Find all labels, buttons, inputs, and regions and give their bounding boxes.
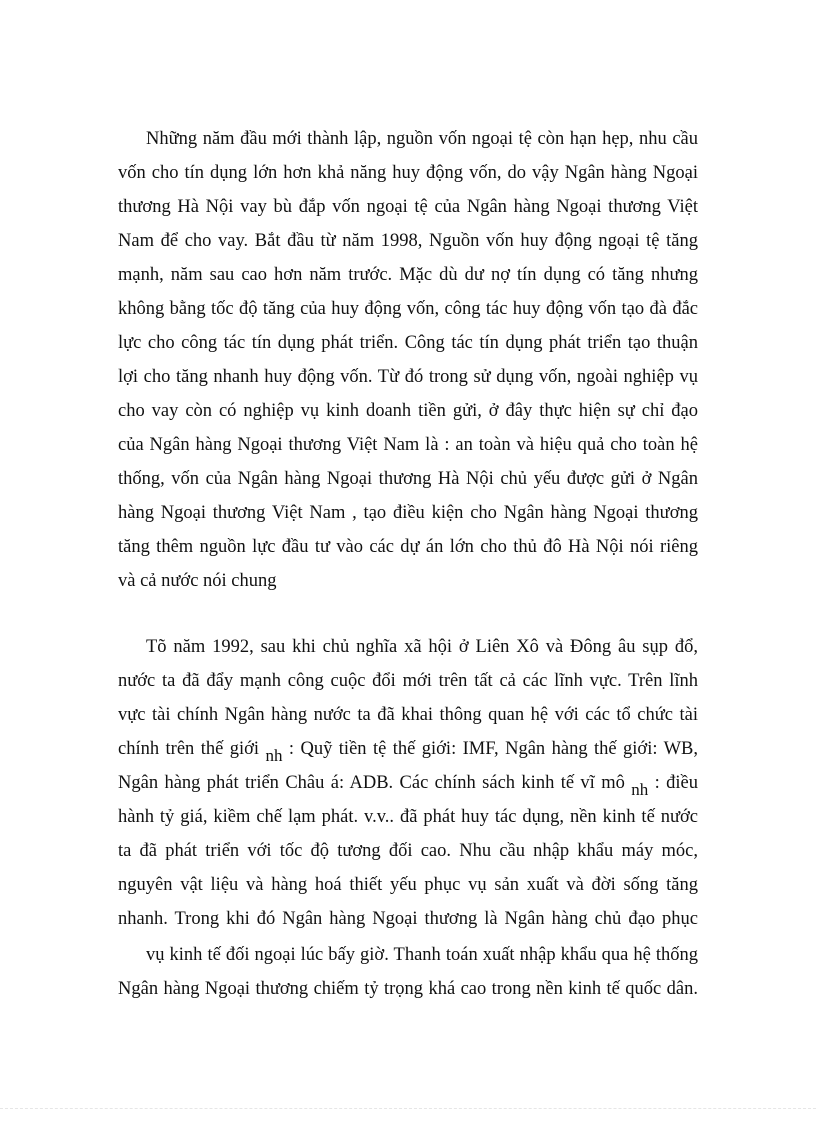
paragraph-2-line-4-end: : Quỹ tiền tệ thế giới: IMF, Ngân hàng thế giới: WB, xyxy=(282,739,698,759)
subscript-nh: nh xyxy=(265,746,283,765)
page-bottom-rule xyxy=(0,1108,816,1109)
paragraph-2-line-7: ta đã phát triển với tốc độ tương đối cao. Nhu cầu nhập khẩu máy móc, xyxy=(118,841,698,861)
paragraph-2-line-2: nước ta đã đẩy mạnh công cuộc đổi mới trên tất cả các lĩnh vực. Trên lĩnh xyxy=(118,671,698,691)
paragraph-2-line-9: nhanh. Trong khi đó Ngân hàng Ngoại thương là Ngân hàng chủ đạo phục xyxy=(118,909,698,929)
subscript-nh: nh xyxy=(631,780,649,799)
paragraph-2-line-11: Ngân hàng Ngoại thương chiếm tỷ trọng khá cao trong nền kinh tế quốc dân. xyxy=(118,979,698,999)
paragraph-2-line-4-start: chính trên thế giới xyxy=(118,739,266,759)
paragraph-1-line-10: của Ngân hàng Ngoại thương Việt Nam là : an toàn và hiệu quả cho toàn hệ xyxy=(118,435,698,455)
paragraph-1-line-9: cho vay còn có nghiệp vụ kinh doanh tiền gửi, ở đây thực hiện sự chỉ đạo xyxy=(118,401,698,421)
paragraph-1-line-5: mạnh, năm sau cao hơn năm trước. Mặc dù dư nợ tín dụng có tăng nhưng xyxy=(118,265,698,285)
paragraph-1-line-8: lợi cho tăng nhanh huy động vốn. Từ đó trong sử dụng vốn, ngoài nghiệp vụ xyxy=(118,367,698,387)
paragraph-1-line-4: Nam để cho vay. Bắt đầu từ năm 1998, Nguồn vốn huy động ngoại tệ tăng xyxy=(118,231,698,251)
paragraph-1-line-14: và cả nước nói chung xyxy=(118,571,277,591)
paragraph-2-line-4 xyxy=(118,736,698,765)
paragraph-2-line-5-start: Ngân hàng phát triển Châu á: ADB. Các chính sách kinh tế vĩ mô xyxy=(118,773,632,793)
paragraph-1-line-1: Những năm đầu mới thành lập, nguồn vốn ngoại tệ còn hạn hẹp, nhu cầu xyxy=(146,129,698,149)
paragraph-1-line-2: vốn cho tín dụng lớn hơn khả năng huy động vốn, do vậy Ngân hàng Ngoại xyxy=(118,163,698,183)
paragraph-1-line-13: tăng thêm nguồn lực đầu tư vào các dự án lớn cho thủ đô Hà Nội nói riêng xyxy=(118,537,698,557)
paragraph-1-line-12: hàng Ngoại thương Việt Nam , tạo điều kiện cho Ngân hàng Ngoại thương xyxy=(118,503,698,523)
paragraph-2-line-8: nguyên vật liệu và hàng hoá thiết yếu phục vụ sản xuất và đời sống tăng xyxy=(118,875,698,895)
paragraph-2-line-3: vực tài chính Ngân hàng nước ta đã khai thông quan hệ với các tổ chức tài xyxy=(118,705,698,725)
paragraph-2-line-5-end: : điều xyxy=(648,773,698,793)
paragraph-1-line-3: thương Hà Nội vay bù đắp vốn ngoại tệ của Ngân hàng Ngoại thương Việt xyxy=(118,197,698,217)
paragraph-2-line-1: Tõ năm 1992, sau khi chủ nghĩa xã hội ở Liên Xô và Đông âu sụp đổ, xyxy=(146,637,698,657)
paragraph-1-line-7: lực cho công tác tín dụng phát triển. Công tác tín dụng phát triển tạo thuận xyxy=(118,333,698,353)
paragraph-1-line-11: thống, vốn của Ngân hàng Ngoại thương Hà Nội chủ yếu được gửi ở Ngân xyxy=(118,469,698,489)
paragraph-2-line-6: hành tỷ giá, kiềm chế lạm phát. v.v.. đã phát huy tác dụng, nền kinh tế nước xyxy=(118,807,698,827)
paragraph-2-line-5 xyxy=(118,770,698,799)
paragraph-1-line-6: không bằng tốc độ tăng của huy động vốn, công tác huy động vốn tạo đà đắc xyxy=(118,299,698,319)
paragraph-2-line-10: vụ kinh tế đối ngoại lúc bấy giờ. Thanh toán xuất nhập khẩu qua hệ thống xyxy=(146,945,698,965)
